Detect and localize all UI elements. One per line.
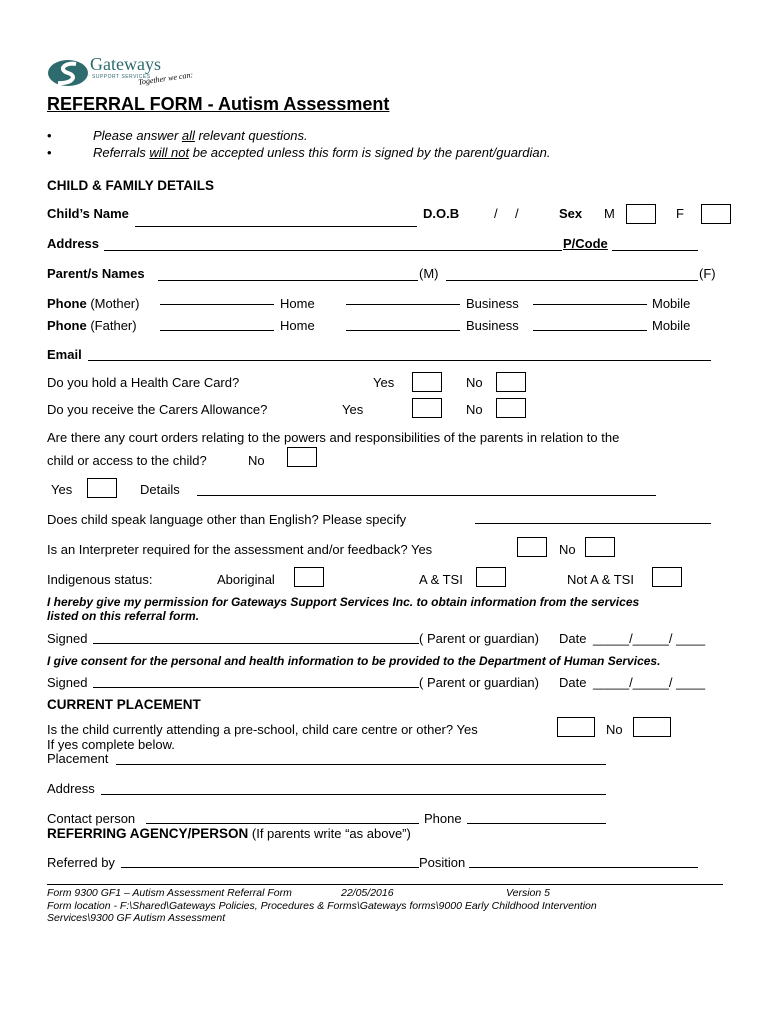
childs-name-label: Child’s Name: [47, 206, 129, 221]
email-field[interactable]: [88, 360, 711, 361]
carers-no-checkbox[interactable]: [496, 398, 526, 418]
logo-tagline: Together we can:: [137, 70, 194, 87]
placement-address-label: Address: [47, 781, 95, 796]
placement-no-checkbox[interactable]: [633, 717, 671, 737]
parent-guardian-label-2: ( Parent or guardian): [419, 675, 539, 690]
placement-yes-checkbox[interactable]: [557, 717, 595, 737]
footer-location-line-2: Services\9300 GF Autism Assessment: [47, 912, 226, 924]
phone-father-mobile-field[interactable]: [533, 330, 647, 331]
language-question: Does child speak language other than English? Please specify: [47, 512, 407, 527]
phone-mother-mobile-field[interactable]: [533, 304, 647, 305]
referred-by-label: Referred by: [47, 855, 115, 870]
parent-mother-field[interactable]: [158, 280, 418, 281]
placement-question: Is the child currently attending a pre-school, child care centre or other? Yes: [47, 722, 478, 737]
mobile-label-2: Mobile: [652, 318, 691, 333]
court-no-checkbox[interactable]: [287, 447, 317, 467]
childs-name-field[interactable]: [135, 226, 417, 227]
footer-version: Version 5: [506, 887, 550, 899]
parent-f-tag: (F): [699, 266, 716, 281]
logo-brand: Gateways: [90, 54, 161, 74]
postcode-field[interactable]: [612, 250, 698, 251]
date-label-2: Date: [559, 675, 587, 690]
dob-label: D.O.B: [423, 206, 460, 221]
home-label-2: Home: [280, 318, 315, 333]
signature-field-2[interactable]: [93, 687, 419, 688]
court-yes-checkbox[interactable]: [87, 478, 117, 498]
sex-m-checkbox[interactable]: [626, 204, 656, 224]
placement-address-field[interactable]: [101, 794, 606, 795]
language-field[interactable]: [475, 523, 711, 524]
parent-guardian-label-1: ( Parent or guardian): [419, 631, 539, 646]
footer-date: 22/05/2016: [341, 887, 394, 899]
aboriginal-label: Aboriginal: [217, 572, 275, 587]
logo: [46, 54, 196, 94]
interpreter-no-checkbox[interactable]: [585, 537, 615, 557]
court-no-label: No: [248, 453, 265, 468]
dob-sep-1: /: [494, 206, 498, 221]
sex-label: Sex: [559, 206, 583, 221]
position-label: Position: [419, 855, 466, 870]
contact-person-label: Contact person: [47, 811, 136, 826]
phone-father-business-field[interactable]: [346, 330, 460, 331]
referred-by-field[interactable]: [121, 867, 419, 868]
mobile-label-1: Mobile: [652, 296, 691, 311]
health-card-yes-checkbox[interactable]: [412, 372, 442, 392]
home-label-1: Home: [280, 296, 315, 311]
section-heading-child-family: CHILD & FAMILY DETAILS: [47, 178, 215, 193]
phone-mother-home-field[interactable]: [160, 304, 274, 305]
placement-no-label: No: [606, 722, 623, 737]
contact-person-field[interactable]: [146, 823, 419, 824]
footer-divider: [47, 884, 723, 885]
signature-field-1[interactable]: [93, 643, 419, 644]
health-card-no-label: No: [466, 375, 483, 390]
phone-father-home-field[interactable]: [160, 330, 274, 331]
carers-no-label: No: [466, 402, 483, 417]
interpreter-yes-checkbox[interactable]: [517, 537, 547, 557]
footer-location-line-1: Form location - F:\Shared\Gateways Policies, Procedures & Forms\Gateways forms\9000 Early Childhood Intervention: [47, 900, 597, 912]
placement-label: Placement: [47, 751, 109, 766]
health-card-no-checkbox[interactable]: [496, 372, 526, 392]
parent-father-field[interactable]: [446, 280, 698, 281]
address-field[interactable]: [104, 250, 562, 251]
health-card-yes-label: Yes: [373, 375, 395, 390]
parent-m-tag: (M): [419, 266, 439, 281]
address-label: Address: [47, 236, 100, 251]
date-field-1[interactable]: _____/_____/ ____: [593, 631, 706, 646]
carers-question: Do you receive the Carers Allowance?: [47, 402, 268, 417]
business-label-2: Business: [466, 318, 519, 333]
phone-mother-label: Phone (Mother): [47, 296, 140, 311]
permission-statement-line-1: I hereby give my permission for Gateways Support Services Inc. to obtain information from the services: [47, 595, 640, 609]
not-atsi-checkbox[interactable]: [652, 567, 682, 587]
phone-father-label: Phone (Father): [47, 318, 137, 333]
logo-sub: SUPPORT SERVICES: [92, 74, 151, 80]
page-title: REFERRAL FORM - Autism Assessment: [47, 94, 390, 114]
sex-m-label: M: [604, 206, 615, 221]
court-details-field[interactable]: [197, 495, 656, 496]
footer-form-id: Form 9300 GF1 – Autism Assessment Referral Form: [47, 887, 292, 899]
signed-label-1: Signed: [47, 631, 88, 646]
logo-swoosh-icon: [46, 56, 90, 90]
atsi-label: A & TSI: [419, 572, 463, 587]
interpreter-no-label: No: [559, 542, 576, 557]
court-question-line-2: child or access to the child?: [47, 453, 207, 468]
interpreter-question: Is an Interpreter required for the assessment and/or feedback? Yes: [47, 542, 433, 557]
contact-phone-label: Phone: [424, 811, 462, 826]
permission-statement-line-2: listed on this referral form.: [47, 609, 200, 623]
court-question-line-1: Are there any court orders relating to the powers and responsibilities of the parents in relation to the: [47, 430, 620, 445]
phone-mother-business-field[interactable]: [346, 304, 460, 305]
atsi-checkbox[interactable]: [476, 567, 506, 587]
placement-if-yes-note: If yes complete below.: [47, 737, 175, 752]
aboriginal-checkbox[interactable]: [294, 567, 324, 587]
indigenous-label: Indigenous status:: [47, 572, 153, 587]
section-heading-referring: REFERRING AGENCY/PERSON (If parents write “as above”): [47, 826, 411, 841]
court-yes-label: Yes: [51, 482, 73, 497]
date-label-1: Date: [559, 631, 587, 646]
consent-statement: I give consent for the personal and health information to be provided to the Department of Human Services.: [47, 654, 661, 668]
date-field-2[interactable]: _____/_____/ ____: [593, 675, 706, 690]
not-atsi-label: Not A & TSI: [567, 572, 634, 587]
contact-phone-field[interactable]: [467, 823, 606, 824]
sex-f-checkbox[interactable]: [701, 204, 731, 224]
parents-names-label: Parent/s Names: [47, 266, 145, 281]
postcode-label: P/Code: [563, 236, 608, 251]
carers-yes-checkbox[interactable]: [412, 398, 442, 418]
placement-field[interactable]: [116, 764, 606, 765]
signed-label-2: Signed: [47, 675, 88, 690]
position-field[interactable]: [469, 867, 698, 868]
health-card-question: Do you hold a Health Care Card?: [47, 375, 240, 390]
court-details-label: Details: [140, 482, 180, 497]
business-label-1: Business: [466, 296, 519, 311]
section-heading-current-placement: CURRENT PLACEMENT: [47, 697, 201, 712]
carers-yes-label: Yes: [342, 402, 364, 417]
sex-f-label: F: [676, 206, 684, 221]
dob-sep-2: /: [515, 206, 519, 221]
email-label: Email: [47, 347, 82, 362]
